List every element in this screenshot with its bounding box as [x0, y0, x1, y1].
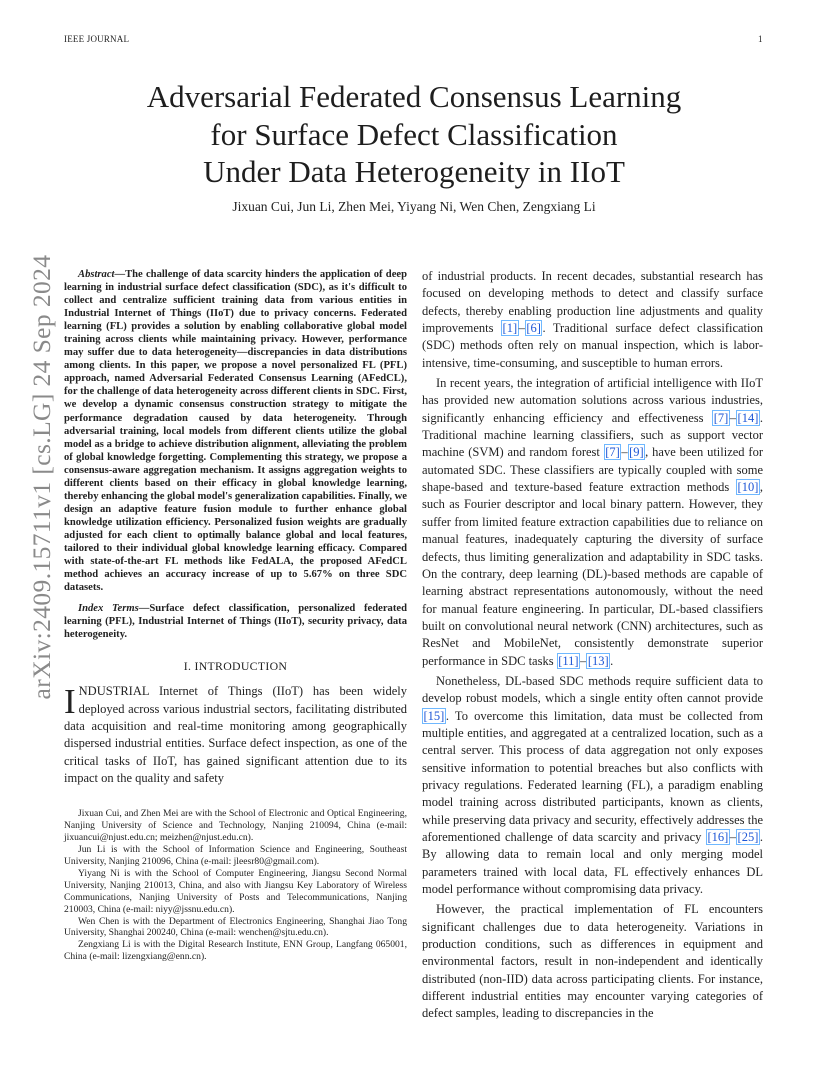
- footnote: Jixuan Cui, and Zhen Mei are with the School of Electronic and Optical Engineering, Nanjing University of Science and Technology, Nanjing 210094, China (e-mail: jixuancui@njust.edu.cn; meizhen@njust.edu.cn).: [64, 808, 407, 844]
- author-list: Jixuan Cui, Jun Li, Zhen Mei, Yiyang Ni, Wen Chen, Zengxiang Li: [232, 199, 596, 214]
- footnote: Zengxiang Li is with the Digital Research Institute, ENN Group, Langfang 065001, China (e-mail: lizengxiang@enn.cn).: [64, 939, 407, 963]
- index-terms-text: —Surface defect classification, personalized federated learning (PFL), Industrial Internet of Things (IIoT), security privacy, data heterogeneity.: [64, 603, 407, 641]
- intro-paragraph: [64, 683, 407, 787]
- index-terms: [64, 602, 407, 641]
- abstract: [64, 268, 407, 594]
- footnote: Jun Li is with the School of Information Science and Engineering, Southeast University, Nanjing 210096, China (e-mail: jleesr80@gmail.com).: [64, 844, 407, 867]
- citation-link[interactable]: [13]: [587, 653, 609, 668]
- page-number: 1: [758, 34, 763, 44]
- body-paragraph: of industrial products. In recent decades, substantial research has focused on developing methods to detect and classify surface defects, thereby enabling production line adjustments and quality improvements [1] – [6] . Traditional surface defect classification (SDC) methods often rely on manual inspection, which is labor-intensive, time-consuming, and susceptible to human errors.: [422, 269, 764, 370]
- citation-link[interactable]: [11]: [558, 653, 579, 668]
- paper-title: [64, 78, 764, 191]
- body-paragraph: Nonetheless, DL-based SDC methods require sufficient data to develop robust models, which a single entity often cannot provide [15] . To overcome this limitation, data must be collected from multiple entities, and aggregated at a centralized location, such as a central server. This process of data aggregation not only exposes sensitive information to potential breaches but also conflicts with privacy regulations. Federated learning (FL), a paradigm enabling model training across distributed participants, known as clients, while preserving data privacy and security, effectively addresses the aforementioned challenge of data scarcity and privacy [16] – [25] . By allowing data to remain local and only merging model parameters trained with local data, FL effectively enhances DL model performance without compromising data privacy.: [422, 673, 763, 897]
- drop-cap: I: [64, 682, 76, 722]
- citation-link[interactable]: [1]: [502, 321, 518, 336]
- title-line: for Surface Defect Classification: [210, 116, 618, 152]
- arxiv-identifier: arXiv:2409.15711v1 [cs.LG] 24 Sep 2024: [27, 254, 56, 700]
- right-column: [422, 268, 763, 1026]
- citation-link[interactable]: [7]: [605, 445, 620, 460]
- abstract-label: Abstract: [78, 269, 115, 280]
- left-column: [64, 268, 407, 963]
- citation-link[interactable]: [9]: [629, 445, 644, 460]
- footnote: Wen Chen is with the Department of Electronics Engineering, Shanghai Jiao Tong University, Shanghai 200240, China (e-mail: wenchen@sjtu.edu.cn).: [64, 915, 407, 939]
- citation-link[interactable]: [15]: [423, 708, 445, 723]
- title-line: Under Data Heterogeneity in IIoT: [203, 154, 625, 189]
- lead-in-caps: NDUSTRIAL: [78, 684, 150, 699]
- affiliation-footnotes: [64, 808, 407, 963]
- citation-link[interactable]: [10]: [737, 480, 759, 495]
- citation-link[interactable]: [6]: [526, 321, 541, 336]
- citation-link[interactable]: [16]: [707, 830, 729, 844]
- citation-link[interactable]: [14]: [737, 410, 759, 425]
- body-paragraph: However, the practical implementation of FL encounters significant challenges due to data heterogeneity. Variations in production conditions, such as differences in equipment and environmental factors, result in non-independent and identically distributed (non-IID) data across participating clients. For instance, different industrial entities may encounter varying categories of defect samples, leading to discrepancies in the: [422, 902, 763, 1021]
- index-terms-label: Index Terms: [78, 603, 139, 615]
- section-heading-introduction: I. INTRODUCTION: [183, 659, 288, 674]
- abstract-text: —The challenge of data scarcity hinders the application of deep learning in industrial surface defect classification (SDC), as it's difficult to collect and centralize sufficient training data from various entities in Industrial Internet of Things (IIoT) due to privacy concerns. Federated learning (FL) provides a solution by enabling collaborative global model training across clients while maintaining privacy. However, performance may suffer due to data heterogeneity—discrepancies in data distributions among clients. In this paper, we propose a novel personalized FL (PFL) approach, named Adversarial Federated Consensus Learning (AFedCL), for the challenge of data heterogeneity across different clients in SDC. First, we develop a dynamic consensus construction strategy to mitigate the performance degradation caused by data heterogeneity. Through adversarial training, local models from different clients utilize the global model as a bridge to achieve distribution alignment, alleviating the problem of global knowledge forgetting. Complementing this strategy, we propose a consensus-aware aggregation mechanism. It assigns aggregation weights to different clients based on their efficacy in global knowledge learning, thereby enhancing the global model's generalization capabilities. Finally, we design an adaptive feature fusion module to further enhance global knowledge utilization efficiency. Personalized fusion weights are gradually adjusted for each client to optimally balance global and local features, tailored to their individual global knowledge learning efficacy. Compared with state-of-the-art FL methods like FedALA, the proposed AFedCL method achieves an accuracy increase of up to 5.67% on three SDC datasets.: [64, 269, 407, 594]
- running-head: IEEE JOURNAL: [64, 34, 130, 44]
- title-line: Adversarial Federated Consensus Learning: [146, 79, 682, 114]
- body-paragraph: In recent years, the integration of artificial intelligence with IIoT has provided new automation solutions across various industries, significantly enhancing efficiency and effectiveness [7] – [14] . Traditional machine learning classifiers, such as support vector machine (SVM) and random forest [7] – [9] , have been utilized for automated SDC. These classifiers are typically coupled with some shape-based and texture-based feature extraction methods [10] , such as Fourier descriptor and local binary pattern. However, they suffer from limited feature extraction capabilities due to reliance on manual features, inadequately capturing the diversity of surface defects, thus limiting generalization and adaptability in SDC tasks. On the contrary, deep learning (DL)-based methods are capable of learning abstract representations autonomously, without the need for manual feature engineering. In particular, DL-based classifiers built on convolutional neural network (CNN) architectures, such as ResNet and MobileNet, consistently demonstrate superior performance in SDC tasks [11] – [13] .: [422, 376, 763, 668]
- intro-text: Internet of Things (IIoT) has been widely deployed across various industrial sectors, facilitating distributed data acquisition and real-time monitoring among geographically dispersed industrial entities. Surface defect inspection, as one of the critical tasks of IIoT, has gained significant attention due to its impact on the quality and safety: [64, 684, 407, 786]
- footnote: Yiyang Ni is with the School of Computer Engineering, Jiangsu Second Normal University, Nanjing 210013, China, and also with Jiangsu Key Laboratory of Wireless Communications, Nanjing University of Posts and Telecommunications, Nanjing 210003, China (e-mail: niyy@jssnu.edu.cn).: [64, 867, 407, 915]
- citation-link[interactable]: [7]: [713, 410, 729, 425]
- citation-link[interactable]: [25]: [737, 830, 759, 844]
